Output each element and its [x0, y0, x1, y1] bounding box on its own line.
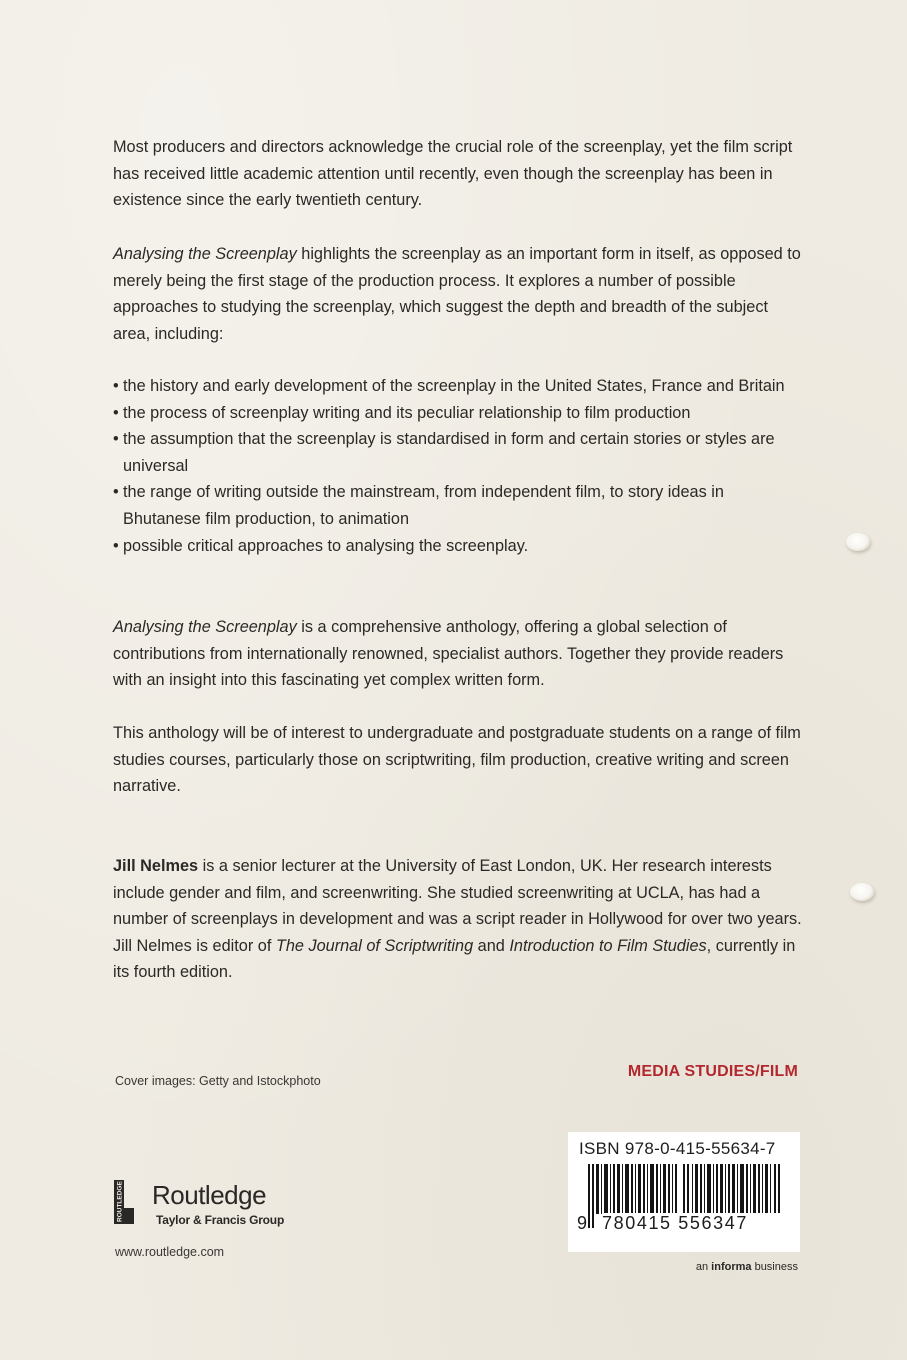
category-label: MEDIA STUDIES/FILM	[627, 1063, 798, 1080]
film-studies-title: Introduction to Film Studies	[509, 936, 707, 955]
barcode-first-digit: 9	[577, 1213, 588, 1233]
list-item: • the assumption that the screenplay is standardised in form and certain stories or styles are universal	[113, 426, 803, 479]
intro-text: Most producers and directors acknowledge the crucial role of the screenplay, yet the film script has received little academic attention until recently, even though the screenplay has been in existence since the early twentieth century.	[113, 138, 793, 210]
list-item: • possible critical approaches to analysing the screenplay.	[113, 533, 803, 560]
publisher-name: Routledge	[152, 1180, 267, 1210]
bullet-icon: •	[113, 403, 119, 422]
author-name: Jill Nelmes	[113, 857, 199, 875]
author-bio: Jill Nelmes is a senior lecturer at the University of East London, UK. Her research interests include gender and film, and screenwriting. She studied screenwriting at UCLA, has had a number of screenplays in development and was a script reader in Hollywood for over two years. Jill Nelmes is editor of The Journal of Scriptwriting and Introduction to Film Studies, currently in its fourth edition.	[113, 857, 802, 982]
list-item: • the range of writing outside the mainstream, from independent film, to story ideas in Bhutanese film production, to animation	[113, 479, 803, 532]
publisher-group: Taylor & Francis Group	[156, 1213, 285, 1227]
journal-title: The Journal of Scriptwriting	[275, 936, 474, 955]
isbn-label: ISBN 978-0-415-55634-7	[579, 1139, 776, 1158]
overview-text: highlights the screenplay as an important form in itself, as opposed to merely being the first stage of the production process. It explores a number of possible approaches to studying the screenplay, which suggest the depth and breadth of the subject area, including:	[113, 245, 801, 343]
barcode-digits: 780415 556347	[602, 1213, 788, 1234]
publisher-logo	[112, 1178, 302, 1226]
informa-tagline: an informa business	[695, 1261, 798, 1273]
list-item: • the history and early development of the screenplay in the United States, France and Britain	[113, 373, 803, 400]
topic-list	[113, 373, 803, 559]
bullet-icon: •	[113, 430, 119, 449]
informa-brand: informa	[711, 1261, 752, 1273]
book-title: Analysing the Screenplay	[113, 618, 297, 636]
list-item: • the process of screenplay writing and its peculiar relationship to film production	[113, 400, 803, 427]
intro-paragraph	[113, 134, 803, 214]
overview-paragraph	[113, 241, 803, 347]
bullet-icon: •	[113, 483, 119, 502]
punch-hole	[846, 533, 870, 551]
anthology-paragraph	[113, 614, 803, 694]
book-title: Analysing the Screenplay	[113, 245, 297, 263]
routledge-emblem-icon	[112, 1178, 144, 1226]
audience-text: This anthology will be of interest to undergraduate and postgraduate students on a range of film studies courses, particularly those on scriptwriting, film production, creative writing and screen narrative.	[113, 724, 801, 796]
svg-text:ROUTLEDGE: ROUTLEDGE	[116, 1181, 124, 1222]
cover-credits: Cover images: Getty and Istockphoto	[115, 1074, 321, 1088]
audience-paragraph	[113, 720, 803, 800]
bullet-icon: •	[113, 536, 119, 555]
punch-hole	[850, 883, 874, 901]
anthology-text: is a comprehensive anthology, offering a global selection of contributions from internationally renowned, specialist authors. Together they provide readers with an insight into this fascinating yet complex written form.	[113, 618, 784, 690]
publisher-website: www.routledge.com	[115, 1245, 225, 1259]
bullet-icon: •	[113, 377, 119, 395]
